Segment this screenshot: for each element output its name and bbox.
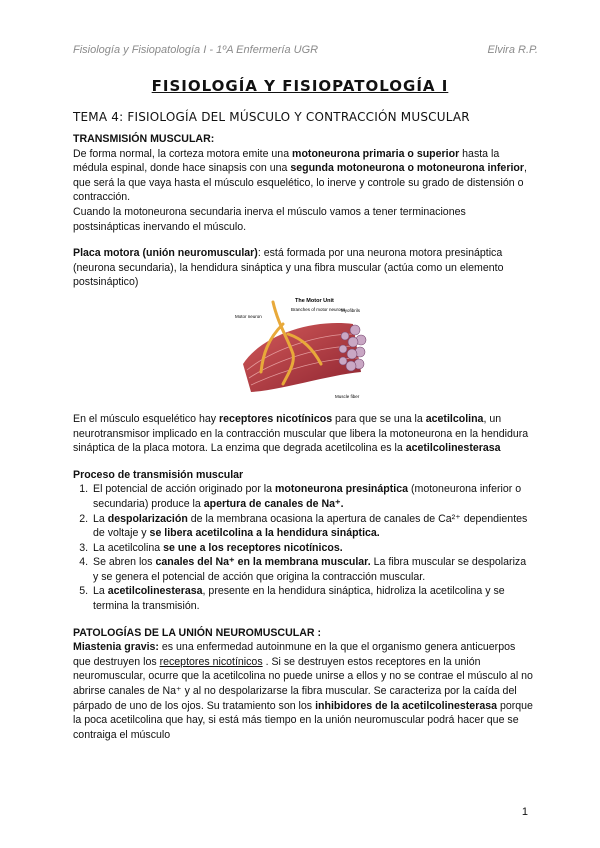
list-item: 2. La despolarización de la membrana ocasiona la apertura de canales de Ca²⁺ dependientes de voltaje y se libera acetilcolina a la hendidura sináptica. — [91, 512, 533, 541]
underlined-term: receptores nicotínicos — [159, 655, 263, 668]
text: , un neurotransmisor implicado en la contracción muscular que libera la motoneurona en la hendidura sináptica de la placa motora. La enzima que degrada acetilcolina es la — [73, 412, 529, 455]
bold-term: Miastenia gravis: — [73, 641, 159, 654]
figure-label-branches: Branches of motor neurons — [291, 306, 346, 312]
list-item: 4. Se abren los canales del Na⁺ en la membrana muscular. La fibra muscular se despolariza y se genera el potencial de acción que origina la contracción muscular. — [91, 555, 533, 584]
proceso-steps-list — [73, 482, 533, 613]
text: hasta la médula espinal, donde hace sinapsis con una — [73, 147, 500, 175]
figure-label-motor: Motor neuron — [235, 313, 262, 319]
document-body — [73, 132, 533, 742]
header-author: Elvira R.P. — [487, 44, 538, 56]
motor-unit-illustration — [233, 294, 373, 402]
figure-label-fiber: Muscle fiber — [335, 393, 360, 399]
bold-term: motoneurona primaria o superior — [292, 147, 460, 160]
paragraph-placa-motora — [73, 246, 533, 290]
text: porque la poca acetilcolina que hay, si está más tiempo en la unión neuromuscular podrá hacer que se contraiga el músculo — [73, 699, 533, 741]
page-number: 1 — [521, 806, 528, 818]
text: , que será la que vaya hasta el músculo esquelético, lo inerve y controle su grado de distensión o contracción. — [73, 162, 527, 204]
list-item: 3. La acetilcolina se une a los receptores nicotínicos. — [91, 541, 533, 556]
document-title: FISIOLOGÍA Y FISIOPATOLOGÍA I — [151, 77, 449, 95]
figure-label-myofibrils: Myofibrils — [341, 307, 361, 313]
list-item: 1. El potencial de acción originado por la motoneurona presináptica (motoneurona inferior o secundaria) produce la apertura de canales de Na⁺. — [91, 482, 533, 511]
section-heading-proceso: Proceso de transmisión muscular — [73, 468, 244, 481]
topic-title: TEMA 4: FISIOLOGÍA DEL MÚSCULO Y CONTRACCIÓN MUSCULAR — [73, 110, 470, 124]
figure-label-title: The Motor Unit — [295, 297, 334, 304]
bold-term: receptores nicotínicos — [219, 412, 333, 425]
section-heading-transmision: TRANSMISIÓN MUSCULAR: — [73, 133, 215, 145]
bold-term: inhibidores de la acetilcolinesterasa — [315, 699, 497, 712]
motor-unit-figure — [73, 294, 533, 404]
text: De forma normal, la corteza motora emite una — [73, 147, 293, 160]
text: : está formada por una neurona motora presináptica (neurona secundaria), la hendidura sináptica y una fibra muscular (actúa como un elemento postsináptico) — [73, 247, 504, 289]
text: es una enfermedad autoinmune en la que el organismo genera anticuerpos que destruyen los — [73, 641, 516, 668]
bold-term: acetilcolinesterasa — [405, 442, 501, 455]
text: En el músculo esquelético hay — [73, 412, 220, 425]
text: . Si se destruyen estos receptores en la unión neuromuscular, ocurre que la acetilcolina no puede unirse a ellos y no se contrae el músculo al no abrirse canales de Na⁺ y al no despolarizarse la fibra muscular. Se caracteriza por la caída del párpado de uno de los ojos. Su tratamiento son los — [73, 655, 533, 712]
paragraph-miastenia — [73, 640, 533, 742]
header-course: Fisiología y Fisiopatología I - 1ºA Enfermería UGR — [73, 44, 319, 56]
section-heading-patologias: PATOLOGÍAS DE LA UNIÓN NEUROMUSCULAR : — [73, 626, 321, 639]
paragraph-transmision — [73, 147, 533, 205]
bold-term: Placa motora (unión neuromuscular) — [73, 247, 258, 260]
paragraph-receptores — [73, 412, 533, 456]
bold-term: acetilcolina — [425, 412, 484, 425]
list-item: 5. La acetilcolinesterasa, presente en la hendidura sináptica, hidroliza la acetilcolina y se termina la transmisión. — [91, 584, 533, 613]
bold-term: segunda motoneurona o motoneurona inferior — [290, 162, 524, 175]
text: para que se una la — [332, 412, 426, 425]
paragraph-inervacion: Cuando la motoneurona secundaria inerva el músculo vamos a tener terminaciones postsinápticas inervando el músculo. — [73, 205, 466, 233]
